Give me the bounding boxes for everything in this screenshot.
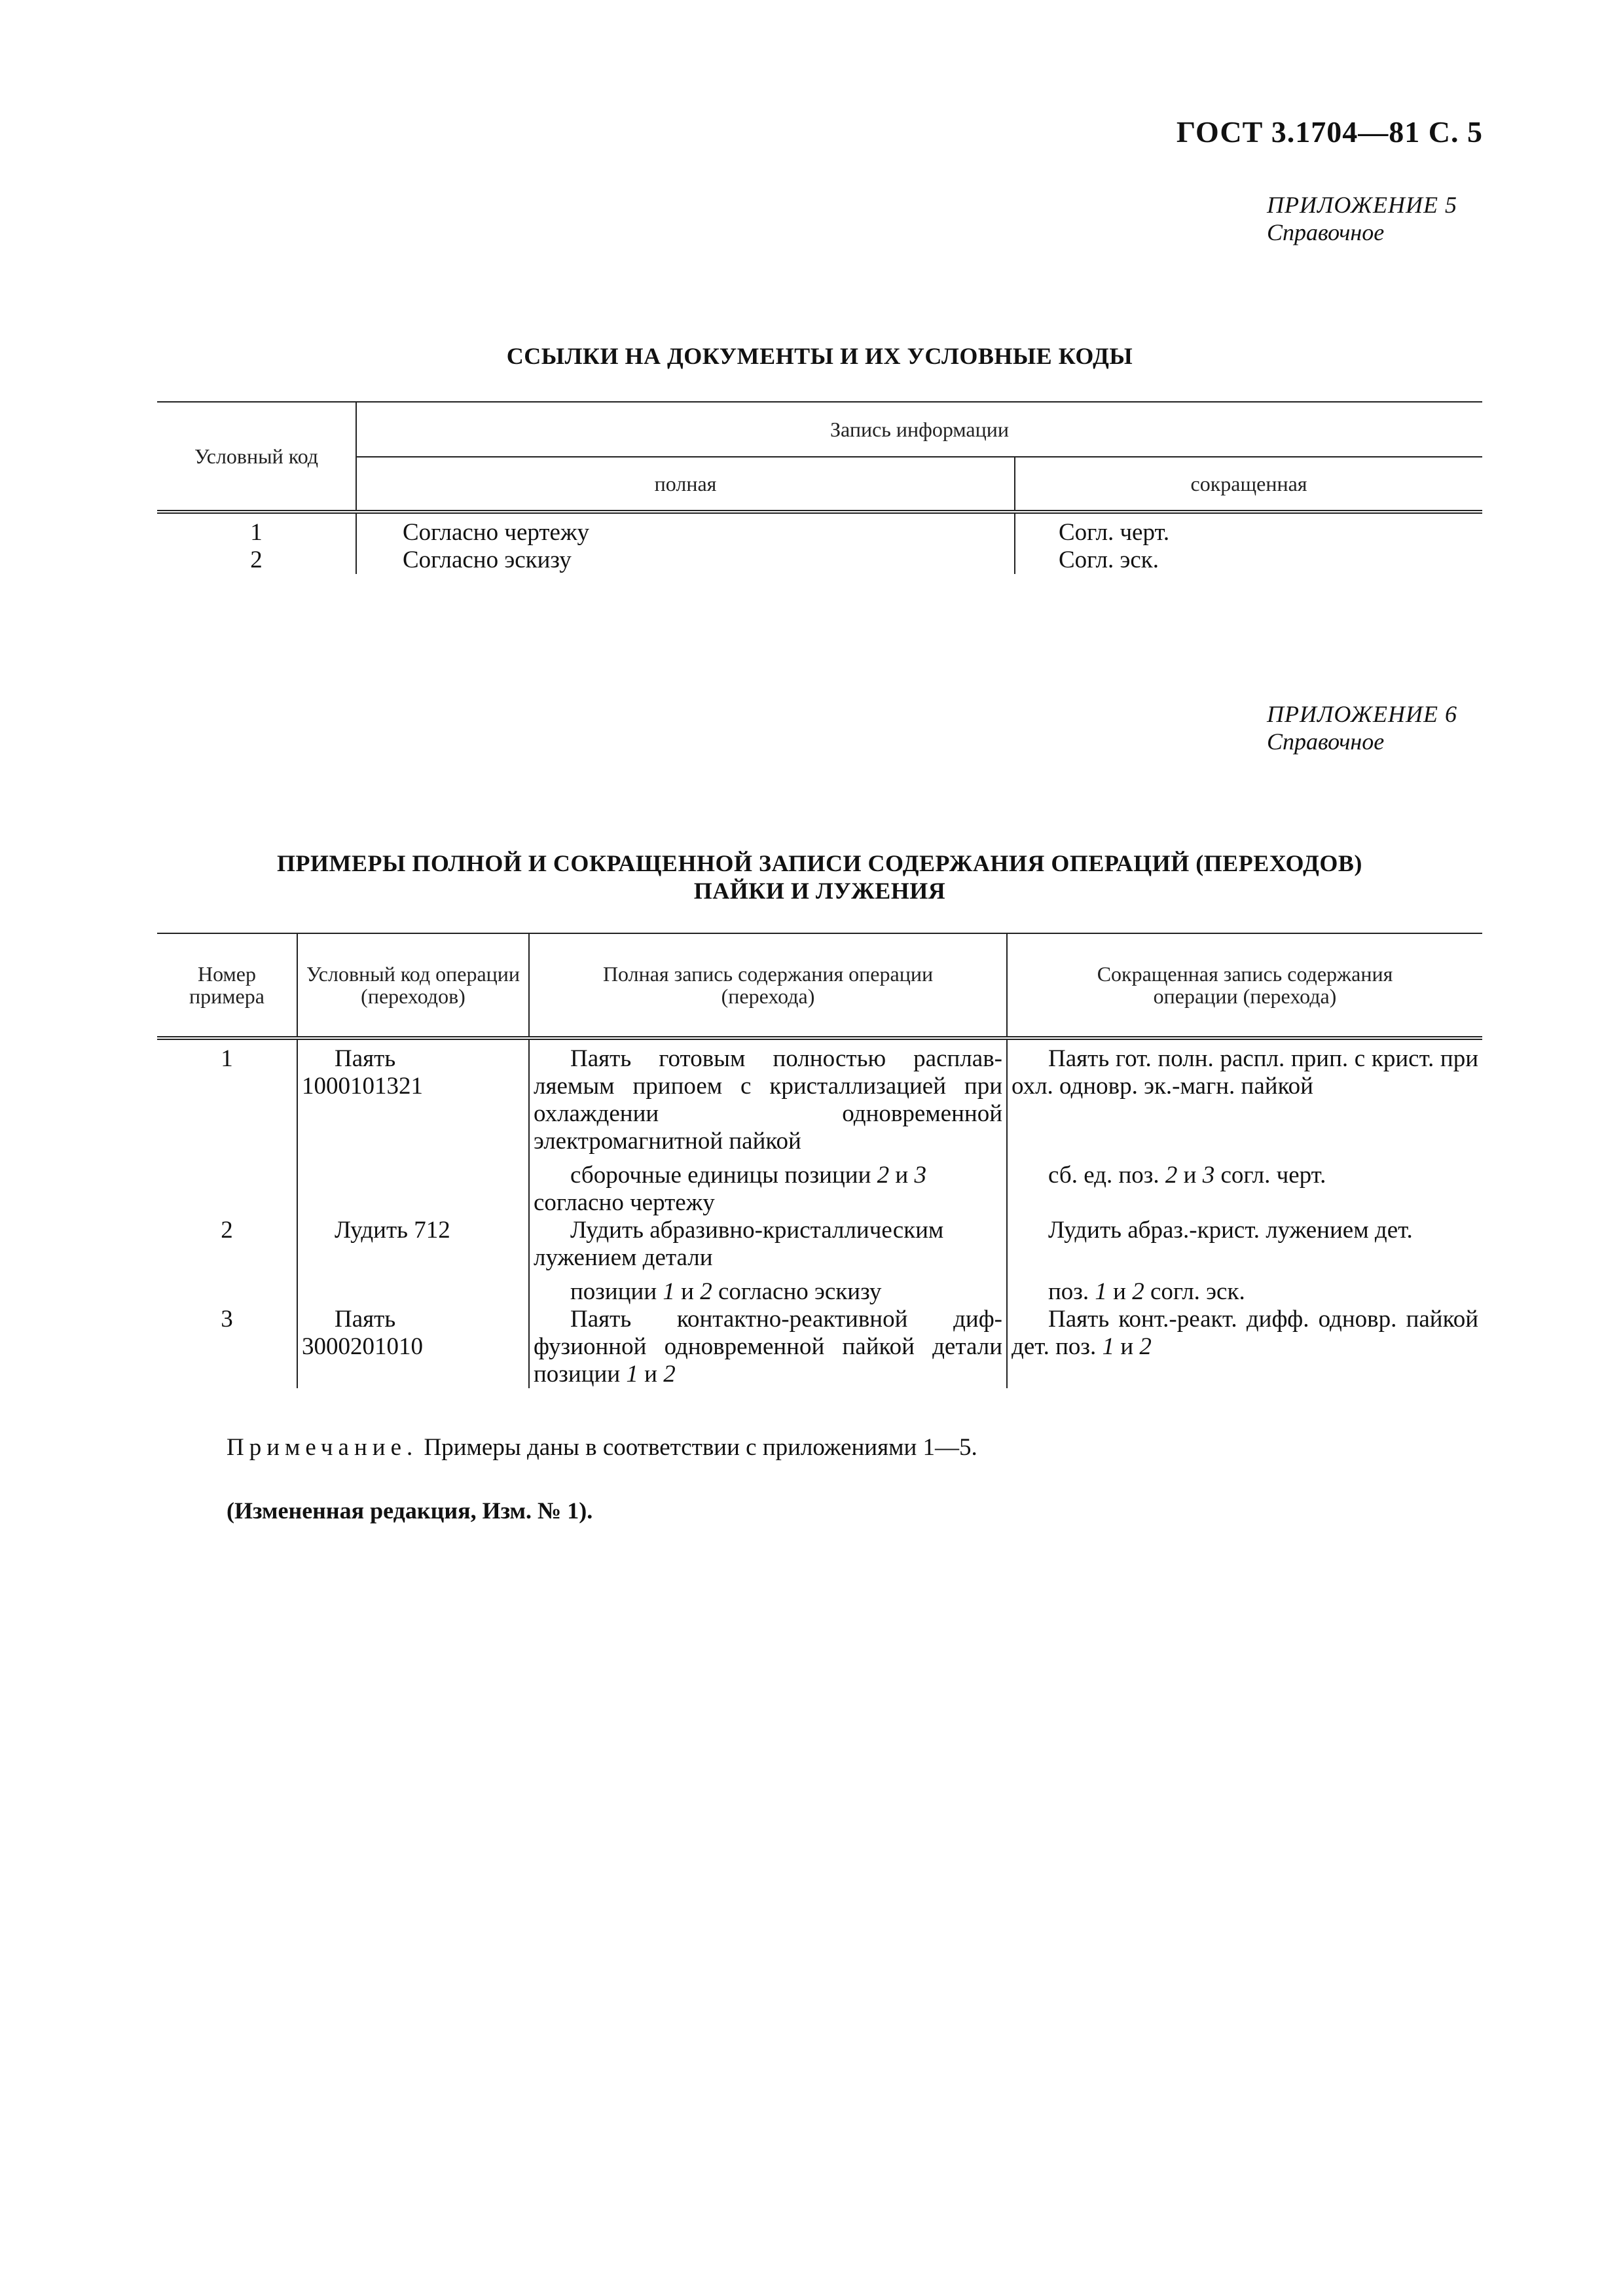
table-note <box>227 1433 977 1462</box>
row-full: Согласно эскизу <box>356 547 1015 574</box>
row-short: Согл. черт. <box>1059 519 1170 546</box>
row-code: 1 <box>157 512 356 547</box>
table-row <box>157 512 1482 547</box>
appendix-6-title-line2: ПАЙКИ И ЛУЖЕНИЯ <box>693 878 946 904</box>
example-code <box>297 1306 529 1388</box>
example-code <box>297 1038 529 1155</box>
note-text: Примеры даны в соответствии с приложениями 1—5. <box>418 1434 977 1461</box>
example-full: сборочные единицы позиции 2 и 3 согласно чертежу <box>529 1155 1007 1217</box>
row-full: Согласно чертежу <box>356 512 1015 547</box>
example-number: 1 <box>157 1038 297 1155</box>
appendix-6-number: ПРИЛОЖЕНИЕ 6 <box>1267 701 1457 727</box>
col-num-header: Номер примера <box>157 933 297 1038</box>
appendix-5-number: ПРИЛОЖЕНИЕ 5 <box>1267 192 1457 218</box>
example-code-word: Паять <box>335 1045 396 1072</box>
col-code-header: Условный код <box>157 402 356 512</box>
col-group-header: Запись информации <box>356 402 1482 457</box>
example-short: Лудить абраз.-крист. лужением дет. <box>1048 1217 1413 1244</box>
example-short: Паять конт.-реакт. дифф. одновр. пайкой дет. поз. 1 и 2 <box>1012 1306 1478 1360</box>
col-short-header: Сокращенная запись содержания операции (перехода) <box>1097 962 1393 1008</box>
col-full-header: Полная запись содержания операции (перехода) <box>529 933 1007 1038</box>
example-short: сб. ед. поз. 2 и 3 согл. черт. <box>1048 1162 1326 1189</box>
document-header: ГОСТ 3.1704—81 С. 5 <box>1176 115 1483 149</box>
row-short: Согл. эск. <box>1059 547 1159 573</box>
col-full-header: полная <box>356 457 1015 512</box>
appendix-5-label <box>1267 191 1457 246</box>
example-code: Лудить 712 <box>297 1217 529 1272</box>
example-short: Паять гот. полн. распл. прип. с крист. при охл. одновр. эк.-магн. пайкой <box>1012 1045 1478 1100</box>
example-code-number: 1000101321 <box>302 1073 423 1100</box>
appendix-5-kind: Справочное <box>1267 219 1385 245</box>
example-number: 2 <box>157 1217 297 1272</box>
appendix-6-kind: Справочное <box>1267 728 1385 755</box>
table-row <box>157 547 1482 574</box>
row-code: 2 <box>157 547 356 574</box>
table-row <box>157 1038 1482 1155</box>
example-short: поз. 1 и 2 согл. эск. <box>1048 1278 1245 1305</box>
table-row <box>157 1217 1482 1272</box>
revision-note: (Измененная редакция, Изм. № 1). <box>227 1498 593 1524</box>
example-full: позиции 1 и 2 согласно эскизу <box>529 1272 1007 1306</box>
example-code-number: 3000201010 <box>302 1333 423 1360</box>
appendix-6-title <box>157 850 1482 905</box>
table-row <box>157 1306 1482 1388</box>
col-short-header: сокращенная <box>1190 471 1307 495</box>
example-code-word: Паять <box>335 1306 396 1333</box>
note-label: Примечание. <box>227 1434 418 1461</box>
codes-table <box>157 401 1482 574</box>
example-full: Паять готовым полностью расплав-ляемым припоем с кристаллизацией при охлаждении одновременной электромагнитной пайкой <box>529 1038 1007 1155</box>
col-code-header: Условный код операции (переходов) <box>297 933 529 1038</box>
table-row <box>157 1155 1482 1217</box>
appendix-6-title-line1: ПРИМЕРЫ ПОЛНОЙ И СОКРАЩЕННОЙ ЗАПИСИ СОДЕРЖАНИЯ ОПЕРАЦИЙ (ПЕРЕХОДОВ) <box>277 850 1362 876</box>
example-full: Лудить абразивно-кристаллическим лужением детали <box>529 1217 1007 1272</box>
appendix-5-title: ССЫЛКИ НА ДОКУМЕНТЫ И ИХ УСЛОВНЫЕ КОДЫ <box>506 343 1133 369</box>
examples-table <box>157 933 1482 1388</box>
appendix-6-label <box>1267 700 1457 755</box>
table-row <box>157 1272 1482 1306</box>
example-number: 3 <box>157 1306 297 1388</box>
example-full: Паять контактно-реактивной диф-фузионной одновременной пайкой детали позиции 1 и 2 <box>529 1306 1007 1388</box>
